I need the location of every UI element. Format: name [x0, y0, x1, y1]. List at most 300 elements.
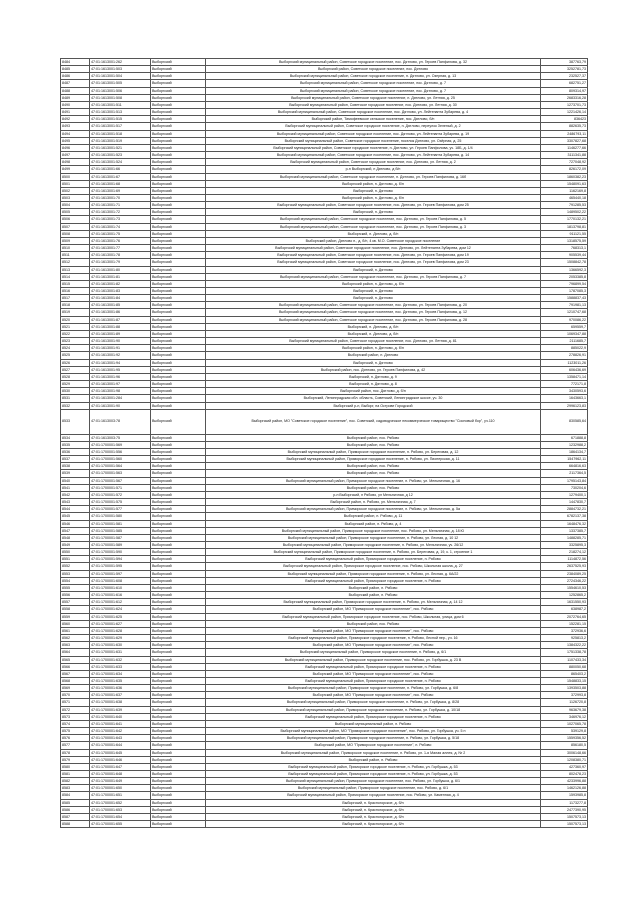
- cadastral-value: 372993,8: [541, 692, 588, 699]
- address: Выборгский район, п. Рябово, ул. Мельничная, д. 7: [206, 499, 541, 506]
- district: Выборгский: [151, 456, 206, 463]
- table-row: [61, 749, 588, 756]
- cadastral-value: 1547962,11: [541, 456, 588, 463]
- row-number: 8551: [61, 556, 90, 563]
- address: Выборгский муниципальный район, Советское городское поселение, пос. Дятлово, ул. Летняя, д. 2: [206, 159, 541, 166]
- table-row: [61, 359, 588, 366]
- row-number: 8528: [61, 373, 90, 380]
- cadastral-number: 47:01:1613001:66: [90, 166, 151, 173]
- cadastral-value: 1162169,8: [541, 187, 588, 194]
- district: Выборгский: [151, 338, 206, 345]
- row-number: 8525: [61, 352, 90, 359]
- row-number: 8547: [61, 527, 90, 534]
- row-number: 8529: [61, 381, 90, 388]
- cadastral-number: 47:01:1700001:628: [90, 627, 151, 634]
- cadastral-value: 1864134,7: [541, 448, 588, 455]
- address: Выборгский район, МО "Приморское городское поселение", пос. Рябово: [206, 642, 541, 649]
- row-number: 8519: [61, 309, 90, 316]
- cadastral-value: 1507573,13: [541, 813, 588, 820]
- table-row: [61, 166, 588, 173]
- table-row: [61, 309, 588, 316]
- district: Выборгский: [151, 606, 206, 613]
- district: Выборгский: [151, 259, 206, 266]
- address: Выборгский район, п. Рябово, д. 11: [206, 513, 541, 520]
- address: Выборгский муниципальный район, Приморское городское поселение, пос. Рябово, ул. Горбушка, д. 23 В: [206, 656, 541, 663]
- cadastral-number: 47:01:1613001:503: [90, 66, 151, 73]
- table-row: [61, 577, 588, 584]
- district: Выборгский: [151, 821, 206, 828]
- cadastral-value: 1488285,71: [541, 534, 588, 541]
- cadastral-value: 730204,6: [541, 484, 588, 491]
- district: Выборгский: [151, 237, 206, 244]
- district: Выборгский: [151, 491, 206, 498]
- cadastral-value: 809314,97: [541, 87, 588, 94]
- cadastral-number: 47:01:1700001:639: [90, 706, 151, 713]
- address: Выборгский, п. Дятлово, д. б/н: [206, 323, 541, 330]
- address: Выборгский муниципальный район, Приморское городское поселение, пос. Рябово, ул. Горбушка, д. 6/1: [206, 778, 541, 785]
- cadastral-value: 1366592,3: [541, 266, 588, 273]
- address: Выборгский муниципальный район, Советское городское поселение, пос. Дятлово, ул. Лейтенанта Зубарева, д. 14: [206, 152, 541, 159]
- row-number: 8504: [61, 202, 90, 209]
- address: Выборгский муниципальный район, Советское городское поселение, пос. Дятлово, д. 7: [206, 87, 541, 94]
- district: Выборгский: [151, 109, 206, 116]
- table-row: [61, 441, 588, 448]
- cadastral-number: 47:01:1700001:647: [90, 763, 151, 770]
- cadastral-value: 768313,1: [541, 245, 588, 252]
- cadastral-value: 1358471,14: [541, 373, 588, 380]
- row-number: 8495: [61, 137, 90, 144]
- table-row: [61, 223, 588, 230]
- address: Выборгский муниципальный район, Приморское городское поселение, п. Рябово, ул. Мельничная, уч. 26/12: [206, 542, 541, 549]
- district: Выборгский: [151, 434, 206, 441]
- address: Выборгский район, п. Дятлово: [206, 352, 541, 359]
- row-number: 8492: [61, 116, 90, 123]
- district: Выборгский: [151, 352, 206, 359]
- address: Выборгский муниципальный район, Советское городское поселение, пос. Дятлово, ул. Лейтенанта Зубарева, д. 19: [206, 130, 541, 137]
- address: Выборгский район, пос. Рябово: [206, 434, 541, 441]
- district: Выборгский: [151, 692, 206, 699]
- address: Выборгский район, пос. Рябово: [206, 463, 541, 470]
- cadastral-value: 2724346,22: [541, 577, 588, 584]
- district: Выборгский: [151, 66, 206, 73]
- table-row: [61, 771, 588, 778]
- address: Выборгский муниципальный район, Приморское городское поселение, п. Рябово, ул. Горбушка, д. 6/8: [206, 685, 541, 692]
- address: Выборгский район, пос. Рябово: [206, 484, 541, 491]
- table-row: [61, 266, 588, 273]
- table-row: [61, 194, 588, 201]
- row-number: 8524: [61, 345, 90, 352]
- district: Выборгский: [151, 613, 206, 620]
- cadastral-value: 1384322,22: [541, 642, 588, 649]
- district: Выборгский: [151, 87, 206, 94]
- cadastral-number: 47:01:1700001:597: [90, 570, 151, 577]
- table-row: [61, 556, 588, 563]
- district: Выборгский: [151, 620, 206, 627]
- cadastral-value: 539129,8: [541, 728, 588, 735]
- cadastral-value: 1318575,59: [541, 237, 588, 244]
- cadastral-number: 47:01:1613001:506: [90, 87, 151, 94]
- address: Выборгский муниципальный район, МО "Приморское городское поселение", пос. Рябово, ул. Горбушка, уч. 5 н: [206, 728, 541, 735]
- cadastral-table: [60, 58, 588, 828]
- cadastral-value: 826172,09: [541, 166, 588, 173]
- row-number: 8543: [61, 499, 90, 506]
- row-number: 8565: [61, 656, 90, 663]
- district: Выборгский: [151, 527, 206, 534]
- cadastral-value: 1507573,13: [541, 821, 588, 828]
- table-row: [61, 663, 588, 670]
- row-number: 8526: [61, 359, 90, 366]
- address: Выборгский муниципальный район, Приморское городское поселение, п. Рябово: [206, 577, 541, 584]
- row-number: 8537: [61, 456, 90, 463]
- cadastral-number: 47:01:1700001:629: [90, 635, 151, 642]
- cadastral-number: 47:01:1700001:636: [90, 685, 151, 692]
- address: Выборгский район, МО "Советское городское поселение", пос. Советский, садоводческое некоммерческое товарищество "Сосновый бор", уч.110: [206, 409, 541, 434]
- table-row: [61, 316, 588, 323]
- row-number: 8574: [61, 720, 90, 727]
- address: Выборгский р-н, Выборг, на Острове Городской: [206, 402, 541, 409]
- cadastral-number: 47:01:1700001:652: [90, 799, 151, 806]
- table-row: [61, 216, 588, 223]
- row-number: 8516: [61, 288, 90, 295]
- row-number: 8573: [61, 713, 90, 720]
- row-number: 8546: [61, 520, 90, 527]
- row-number: 8569: [61, 685, 90, 692]
- row-number: 8499: [61, 166, 90, 173]
- cadastral-number: 47:01:1613001:95: [90, 366, 151, 373]
- row-number: 8496: [61, 144, 90, 151]
- cadastral-value: 1273701,73: [541, 101, 588, 108]
- row-number: 8562: [61, 635, 90, 642]
- table-row: [61, 799, 588, 806]
- row-number: 8540: [61, 477, 90, 484]
- cadastral-value: 796899,54: [541, 280, 588, 287]
- register-sheet: [60, 58, 588, 828]
- table-row: [61, 388, 588, 395]
- table-row: [61, 821, 588, 828]
- cadastral-number: 47:01:1613001:70: [90, 194, 151, 201]
- district: Выборгский: [151, 570, 206, 577]
- table-row: [61, 720, 588, 727]
- table-row: [61, 685, 588, 692]
- address: Выборгский муниципальный район, Приморское городское поселение, п. Рябово, ул. Лесная, д. 6А/22: [206, 570, 541, 577]
- table-row: [61, 656, 588, 663]
- district: Выборгский: [151, 441, 206, 448]
- address: Выборгский муниципальный район, Советское городское поселение, п. Дятлово, ул. Озерная, д. 13: [206, 73, 541, 80]
- row-number: 8522: [61, 330, 90, 337]
- cadastral-number: 47:01:1613003:75: [90, 434, 151, 441]
- row-number: 8587: [61, 813, 90, 820]
- district: Выборгский: [151, 209, 206, 216]
- table-row: [61, 245, 588, 252]
- table-row: [61, 395, 588, 402]
- table-row: [61, 735, 588, 742]
- district: Выборгский: [151, 699, 206, 706]
- address: Выборгский район, Советское городское поселение, пос. Дятлово: [206, 66, 541, 73]
- table-row: [61, 409, 588, 434]
- district: Выборгский: [151, 152, 206, 159]
- cadastral-value: 1462126,88: [541, 785, 588, 792]
- row-number: 8556: [61, 592, 90, 599]
- row-number: 8487: [61, 80, 90, 87]
- cadastral-number: 47:01:1700001:645: [90, 749, 151, 756]
- cadastral-number: 47:01:1613001:79: [90, 259, 151, 266]
- cadastral-number: 47:01:1613001:69: [90, 187, 151, 194]
- table-row: [61, 288, 588, 295]
- table-row: [61, 352, 588, 359]
- district: Выборгский: [151, 799, 206, 806]
- row-number: 8539: [61, 470, 90, 477]
- address: Выборгский район, пос. Рябово: [206, 441, 541, 448]
- table-row: [61, 635, 588, 642]
- row-number: 8583: [61, 785, 90, 792]
- table-row: [61, 173, 588, 180]
- district: Выборгский: [151, 101, 206, 108]
- district: Выборгский: [151, 534, 206, 541]
- cadastral-number: 47:01:1613001:81: [90, 273, 151, 280]
- district: Выборгский: [151, 720, 206, 727]
- row-number: 8512: [61, 259, 90, 266]
- cadastral-value: 3252781,73: [541, 66, 588, 73]
- cadastral-value: 1751338,78: [541, 649, 588, 656]
- address: Выборгский, п. Дятлово: [206, 295, 541, 302]
- row-number: 8577: [61, 742, 90, 749]
- cadastral-value: 885022,9: [541, 345, 588, 352]
- district: Выборгский: [151, 685, 206, 692]
- row-number: 8585: [61, 799, 90, 806]
- cadastral-value: 1232988,2: [541, 441, 588, 448]
- cadastral-value: 3307827,68: [541, 137, 588, 144]
- district: Выборгский: [151, 230, 206, 237]
- cadastral-value: 2683316,28: [541, 94, 588, 101]
- address: Выборгский муниципальный район, Приморское городское поселение, п. Рябово, ул. Береговая, д. 19, к. 1, строение 1: [206, 549, 541, 556]
- address: Выборгский, п. Дятлово, д. 9: [206, 373, 541, 380]
- address: Выборгский муниципальный район, Советское городское поселение, п. Дятлово, переулок Зеленый, д. 2: [206, 123, 541, 130]
- cadastral-number: 47:01:1700001:648: [90, 771, 151, 778]
- cadastral-value: 1173277,8: [541, 799, 588, 806]
- district: Выборгский: [151, 223, 206, 230]
- district: Выборгский: [151, 477, 206, 484]
- cadastral-number: 47:01:1700001:560: [90, 456, 151, 463]
- district: Выборгский: [151, 506, 206, 513]
- cadastral-number: 47:01:1700001:646: [90, 756, 151, 763]
- row-number: 8505: [61, 209, 90, 216]
- cadastral-value: 1554610,53: [541, 584, 588, 591]
- district: Выборгский: [151, 194, 206, 201]
- address: Выборгский район, МО "Приморское городское поселение", п. Рябово: [206, 742, 541, 749]
- address: Выборгский район, пос. Рябово: [206, 620, 541, 627]
- district: Выборгский: [151, 309, 206, 316]
- row-number: 8510: [61, 245, 90, 252]
- row-number: 8511: [61, 252, 90, 259]
- cadastral-value: 1787085,3: [541, 288, 588, 295]
- row-number: 8576: [61, 735, 90, 742]
- cadastral-number: 47:01:1613001:524: [90, 159, 151, 166]
- table-row: [61, 785, 588, 792]
- cadastral-value: 1123011,26: [541, 359, 588, 366]
- district: Выборгский: [151, 330, 206, 337]
- address: Выборгский район, п. Дятлово, д. б/н: [206, 345, 541, 352]
- row-number: 8530: [61, 388, 90, 395]
- row-number: 8484: [61, 59, 90, 66]
- address: Выборгский муниципальный район, Советское городское поселение, п. Дятлово, ул. Героев Панфилова, уч. 18Б, д. 1/4: [206, 144, 541, 151]
- cadastral-value: 2637525,93: [541, 563, 588, 570]
- cadastral-number: 47:01:1700001:556: [90, 448, 151, 455]
- cadastral-value: 1447830,7: [541, 499, 588, 506]
- cadastral-number: 47:01:1700001:653: [90, 806, 151, 813]
- district: Выборгский: [151, 73, 206, 80]
- row-number: 8578: [61, 749, 90, 756]
- district: Выборгский: [151, 288, 206, 295]
- address: Выборгский муниципальный район, Приморское городское поселение, пос. Рябово, д. 6/1: [206, 785, 541, 792]
- cadastral-value: 2486793,11: [541, 130, 588, 137]
- cadastral-number: 47:01:1613001:75: [90, 230, 151, 237]
- cadastral-number: 47:01:1613001:90: [90, 402, 151, 409]
- cadastral-number: 47:01:1700001:630: [90, 642, 151, 649]
- address: Выборгский муниципальный район, Приморское городское поселение, п. Рябово, д. 6/1: [206, 649, 541, 656]
- table-row: [61, 345, 588, 352]
- district: Выборгский: [151, 187, 206, 194]
- cadastral-value: 963679,38: [541, 706, 588, 713]
- cadastral-value: 1337385,7: [541, 527, 588, 534]
- address: Выборгский муниципальный район, Советское городское поселение, пос. Дятлово, ул. Героев Панфилова, дом 23: [206, 259, 541, 266]
- address: Выборгский, п. Красногорское, д. б/н: [206, 813, 541, 820]
- cadastral-number: 47:01:1613001:85: [90, 302, 151, 309]
- table-row: [61, 73, 588, 80]
- address: Выборгский муниципальный район, Советское городское поселение, пос. Дятлово, ул. Героев Панфилова, дом 25: [206, 202, 541, 209]
- cadastral-number: 47:01:1700001:587: [90, 534, 151, 541]
- address: р-н Выборгский, п Рябово, ул Мельничная, д 12: [206, 491, 541, 498]
- row-number: 8572: [61, 706, 90, 713]
- table-row: [61, 402, 588, 409]
- table-row: [61, 373, 588, 380]
- district: Выборгский: [151, 295, 206, 302]
- cadastral-value: 2384089,25: [541, 570, 588, 577]
- address: Выборгский муниципальный район, Приморское городское поселение, п. Рябово: [206, 663, 541, 670]
- address: Выборгский муниципальный район, Приморское городское поселение, п. Рябово: [206, 713, 541, 720]
- cadastral-number: 47:01:1700001:564: [90, 463, 151, 470]
- table-row: [61, 80, 588, 87]
- table-row: [61, 338, 588, 345]
- address: Выборгский муниципальный район, Советское городское поселение, пос. Дятлово, ул. Летняя, д. 81: [206, 338, 541, 345]
- row-number: 8490: [61, 101, 90, 108]
- district: Выборгский: [151, 266, 206, 273]
- cadastral-number: 47:01:1700001:655: [90, 821, 151, 828]
- cadastral-value: 2053385,8: [541, 273, 588, 280]
- cadastral-number: 47:01:1613001:521: [90, 144, 151, 151]
- table-row: [61, 295, 588, 302]
- district: Выборгский: [151, 216, 206, 223]
- cadastral-number: 47:01:1613001:515: [90, 116, 151, 123]
- district: Выборгский: [151, 563, 206, 570]
- cadastral-value: 1631550,93: [541, 599, 588, 606]
- address: Выборгский муниципальный район, Приморское городское поселение, п. Рябово, Лесной пер., уч. 16: [206, 635, 541, 642]
- district: Выборгский: [151, 549, 206, 556]
- cadastral-number: 47:01:1700001:580: [90, 513, 151, 520]
- district: Выборгский: [151, 173, 206, 180]
- cadastral-number: 47:01:1613001:511: [90, 101, 151, 108]
- cadastral-value: 791981,13: [541, 302, 588, 309]
- address: Выборгский муниципальный район, Приморское городское поселение, п. Рябово, ул. Горбушка, д. 8/28: [206, 699, 541, 706]
- cadastral-value: 1593985,8: [541, 792, 588, 799]
- cadastral-number: 47:01:1613001:68: [90, 180, 151, 187]
- address: Выборгский район, МО "Приморское городское поселение", пос. Рябово: [206, 627, 541, 634]
- cadastral-number: 47:01:1613001:523: [90, 152, 151, 159]
- table-row: [61, 513, 588, 520]
- cadastral-value: 4233996,88: [541, 778, 588, 785]
- table-row: [61, 230, 588, 237]
- cadastral-number: 47:01:1613001:518: [90, 130, 151, 137]
- cadastral-value: 791285,53: [541, 202, 588, 209]
- address: Выборгский муниципальный район, Приморское городское поселение, пос. Рябово, Школьная, улица, дом 6: [206, 613, 541, 620]
- cadastral-value: 905539,44: [541, 252, 588, 259]
- address: Выборгский район, п. Рябово, д. 4: [206, 520, 541, 527]
- cadastral-value: 1860382,23: [541, 173, 588, 180]
- district: Выборгский: [151, 463, 206, 470]
- cadastral-number: 47:01:1700001:650: [90, 785, 151, 792]
- cadastral-number: 47:01:1700001:563: [90, 470, 151, 477]
- table-row: [61, 606, 588, 613]
- district: Выборгский: [151, 94, 206, 101]
- cadastral-number: 47:01:1700001:627: [90, 620, 151, 627]
- table-row: [61, 323, 588, 330]
- cadastral-number: 47:01:1613001:94: [90, 359, 151, 366]
- cadastral-value: 387763,79: [541, 59, 588, 66]
- district: Выборгский: [151, 137, 206, 144]
- table-row: [61, 763, 588, 770]
- cadastral-number: 47:01:1700001:616: [90, 592, 151, 599]
- row-number: 8494: [61, 130, 90, 137]
- cadastral-value: 2072764,65: [541, 613, 588, 620]
- cadastral-value: 1795143,84: [541, 477, 588, 484]
- table-row: [61, 592, 588, 599]
- cadastral-value: 1126720,8: [541, 699, 588, 706]
- table-row: [61, 152, 588, 159]
- cadastral-value: 2996123,83: [541, 402, 588, 409]
- table-row: [61, 627, 588, 634]
- address: Выборгский муниципальный район, Советское городское поселение, поселок Дятлово, ул. Озёрная, д. 25: [206, 137, 541, 144]
- cadastral-value: 2884732,21: [541, 506, 588, 513]
- cadastral-value: 606436,69: [541, 366, 588, 373]
- row-number: 8549: [61, 542, 90, 549]
- address: Выборгский муниципальный район, Приморское городское поселение, п. Рябово: [206, 677, 541, 684]
- table-row: [61, 477, 588, 484]
- cadastral-value: 856180,5: [541, 742, 588, 749]
- cadastral-value: 1648476,32: [541, 520, 588, 527]
- table-row: [61, 123, 588, 130]
- district: Выборгский: [151, 599, 206, 606]
- address: Выборгский район, п. Дятлово, д. б/н: [206, 194, 541, 201]
- cadastral-value: 727048,92: [541, 159, 588, 166]
- cadastral-number: 47:01:1700001:654: [90, 813, 151, 820]
- address: Выборгский, п. Дятлово, д. б/н: [206, 230, 541, 237]
- cadastral-value: 1069347,88: [541, 330, 588, 337]
- row-number: 8498: [61, 159, 90, 166]
- address: Выборгский муниципальный район, Советское городское поселение, пос. Дятлово, ул. Лейтенанта Зубарева, д. 4: [206, 109, 541, 116]
- cadastral-value: 1643663,1: [541, 395, 588, 402]
- address: Выборгский муниципальный район, Приморское городское поселение, п. Рябово, ул. Горбушка, д. 10/18: [206, 706, 541, 713]
- row-number: 8558: [61, 606, 90, 613]
- cadastral-number: 47:01:1613001:89: [90, 330, 151, 337]
- cadastral-number: 47:01:1700001:649: [90, 778, 151, 785]
- address: р-н Выборгский, п Дятлово, д б/н: [206, 166, 541, 173]
- cadastral-number: 47:01:1700001:637: [90, 692, 151, 699]
- table-row: [61, 792, 588, 799]
- row-number: 8586: [61, 806, 90, 813]
- cadastral-number: 47:01:1700001:632: [90, 656, 151, 663]
- row-number: 8513: [61, 266, 90, 273]
- address: Выборгский, п. Дятлово: [206, 187, 541, 194]
- cadastral-number: 47:01:1613001:87: [90, 316, 151, 323]
